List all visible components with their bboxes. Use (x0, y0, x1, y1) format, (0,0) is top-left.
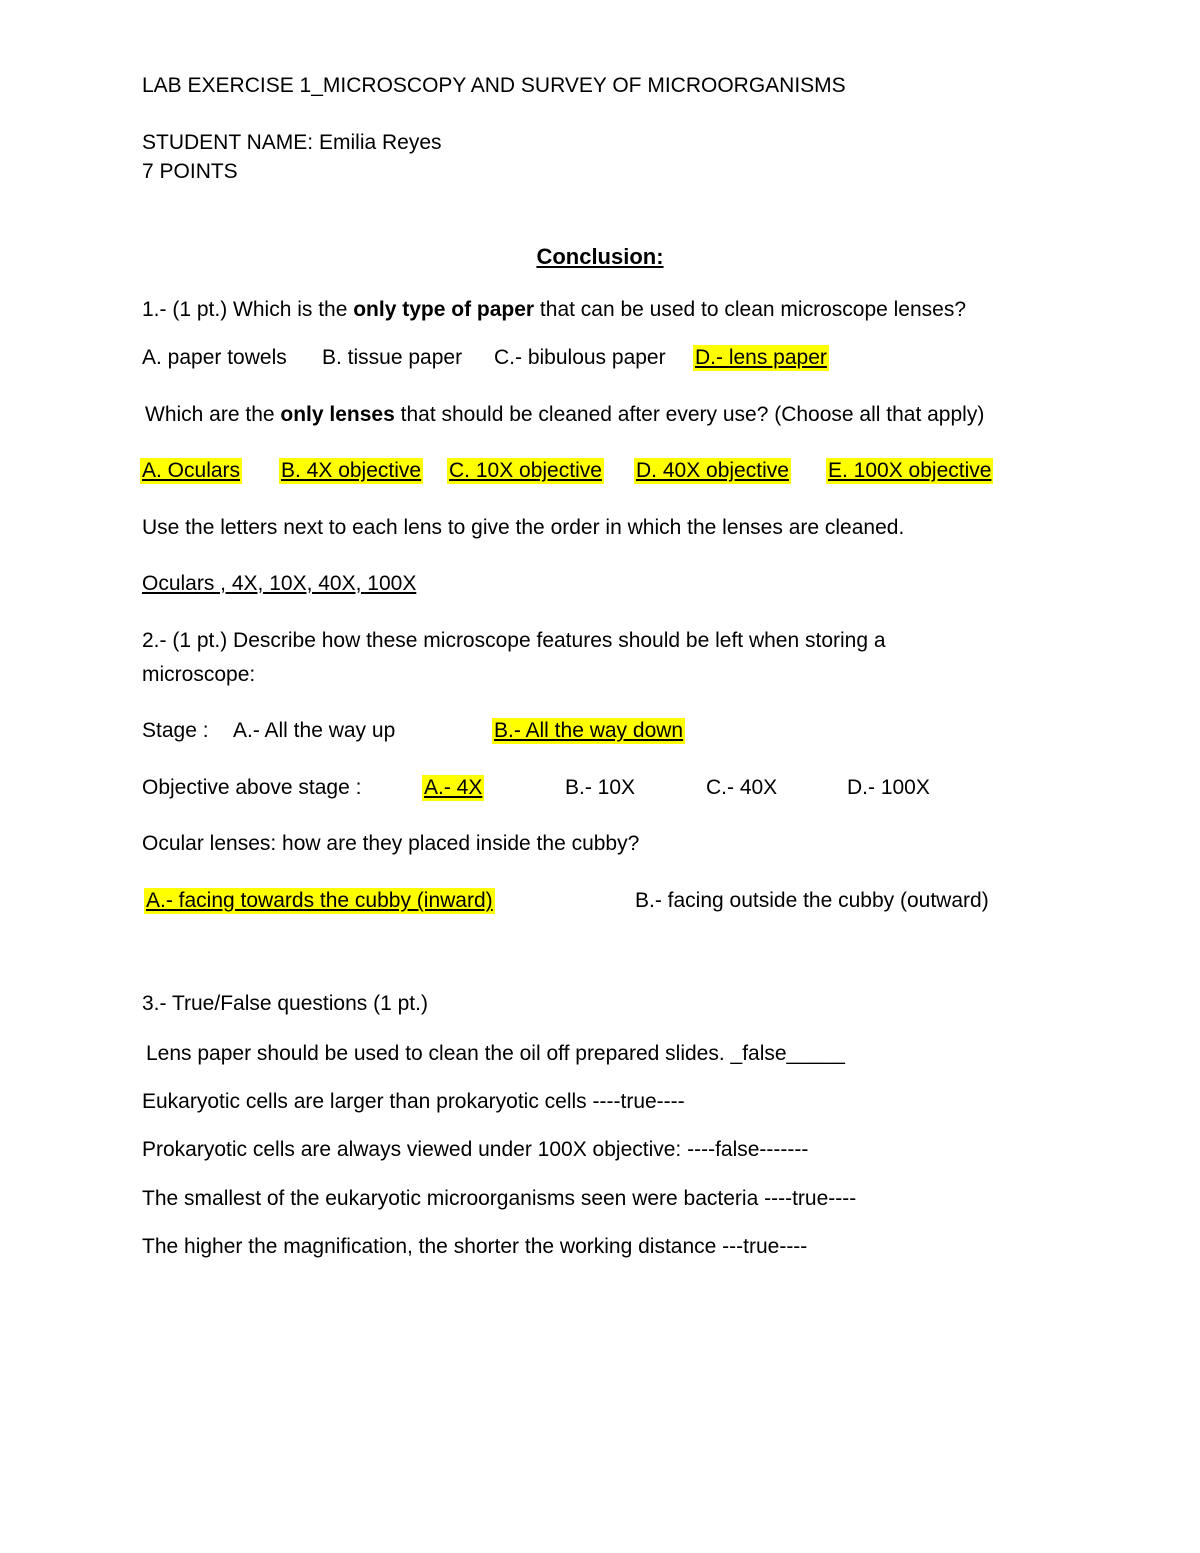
ocular-option-a-selected: A.- facing towards the cubby (inward) (146, 889, 493, 912)
student-name-label: STUDENT NAME: (142, 131, 314, 154)
stage-option-a: A.- All the way up (233, 719, 396, 742)
q2-question-line2: microscope: (142, 663, 256, 686)
tf-statement-5: The higher the magnification, the shorter the working distance ---true---- (142, 1235, 808, 1258)
q1-order-answer: Oculars , 4X, 10X, 40X, 100X (142, 572, 417, 595)
lens-option-100x: E. 100X objective (828, 459, 992, 482)
q1-option-b: B. tissue paper (322, 346, 463, 369)
tf-statement-1: Lens paper should be used to clean the oil off prepared slides. _false_____ (146, 1042, 845, 1065)
tf-statement-2: Eukaryotic cells are larger than prokaryotic cells ----true---- (142, 1090, 685, 1113)
tf-statement-3: Prokaryotic cells are always viewed under 100X objective: ----false------- (142, 1138, 809, 1161)
objective-label: Objective above stage : (142, 776, 362, 799)
objective-option-b: B.- 10X (565, 776, 636, 799)
q3-title: 3.- True/False questions (1 pt.) (142, 992, 428, 1015)
q1-order-question: Use the letters next to each lens to give the order in which the lenses are cleaned. (142, 516, 905, 539)
q1-option-a: A. paper towels (142, 346, 287, 369)
points: 7 POINTS (142, 160, 238, 183)
q2-question-line1: 2.- (1 pt.) Describe how these microscope features should be left when storing a (142, 629, 886, 652)
tf-statement-4: The smallest of the eukaryotic microorganisms seen were bacteria ----true---- (142, 1187, 857, 1210)
conclusion-title: Conclusion: (536, 244, 664, 269)
q1-option-c: C.- bibulous paper (494, 346, 666, 369)
q1-question-suffix: that can be used to clean microscope lenses? (534, 298, 967, 321)
student-name-value: Emilia Reyes (318, 131, 442, 154)
student-name-line (142, 130, 442, 156)
q1-option-d-selected: D.- lens paper (695, 346, 827, 369)
lens-option-oculars: A. Oculars (142, 459, 241, 482)
q1-question-bold: only type of paper (353, 298, 535, 321)
objective-option-c: C.- 40X (706, 776, 778, 799)
ocular-question: Ocular lenses: how are they placed inside the cubby? (142, 832, 640, 855)
q1-lenses-prefix: Which are the (145, 403, 281, 426)
lab-title: LAB EXERCISE 1_MICROSCOPY AND SURVEY OF MICROORGANISMS (142, 74, 846, 97)
stage-label: Stage : (142, 719, 209, 742)
q1-question-prefix: 1.- (1 pt.) Which is the (142, 298, 354, 321)
lens-option-10x: C. 10X objective (449, 459, 602, 482)
q1-question (142, 297, 966, 323)
objective-option-d: D.- 100X (847, 776, 930, 799)
q1-lenses-suffix: that should be cleaned after every use? (Choose all that apply) (394, 403, 985, 426)
stage-option-b-selected: B.- All the way down (494, 719, 684, 742)
lens-option-40x: D. 40X objective (636, 459, 789, 482)
ocular-option-b: B.- facing outside the cubby (outward) (635, 889, 989, 912)
objective-option-a-selected: A.- 4X (424, 776, 483, 799)
q1-lenses-question (145, 402, 984, 428)
lens-option-4x: B. 4X objective (281, 459, 422, 482)
q1-lenses-bold: only lenses (280, 403, 395, 426)
